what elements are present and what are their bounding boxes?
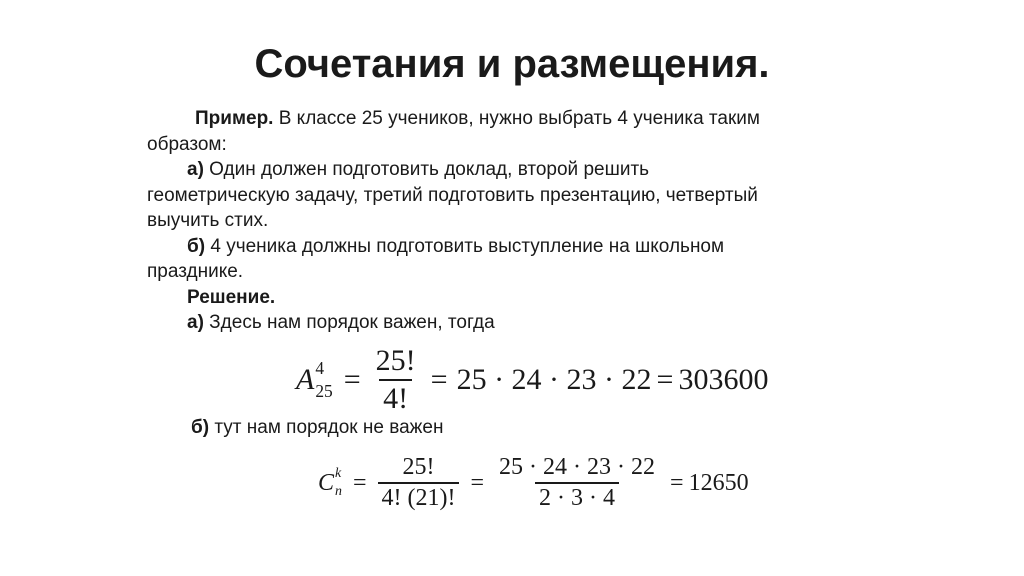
part-a-line3: выучить стих. — [147, 210, 269, 231]
example-line — [147, 106, 867, 132]
part-b-text: 4 ученика должны подготовить выступление на школьном — [205, 235, 725, 257]
part-b-label: б) — [187, 235, 206, 257]
example-text: В классе 25 учеников, нужно выбрать 4 ученика таким — [273, 108, 760, 129]
solution-b-line — [191, 415, 443, 441]
part-a-line — [147, 157, 867, 183]
formula1-scripts — [315, 358, 333, 401]
formula2-eq2: = — [470, 469, 485, 496]
part-b-line — [147, 234, 867, 260]
problem-text — [147, 106, 867, 336]
formula2-sub: n — [335, 484, 342, 500]
solution-a-line — [147, 310, 867, 336]
part-a-label: а) — [187, 159, 204, 180]
part-b-line2: празднике. — [147, 261, 244, 282]
solution-a-text: Здесь нам порядок важен, тогда — [203, 312, 495, 333]
formula2-denominator1: 4! (21)! — [378, 482, 460, 511]
solution-heading: Решение. — [187, 286, 276, 308]
formula1-product: 25 · 24 · 23 · 22 — [456, 362, 652, 396]
formula1-eq1: = — [343, 362, 361, 396]
formula1-numerator: 25! — [375, 344, 416, 377]
formula2-eq3: = — [670, 469, 684, 496]
formula1-var: A — [296, 362, 315, 396]
solution-b-text: тут нам порядок не важен — [209, 417, 444, 438]
formula2-fraction2 — [495, 455, 659, 511]
formula2-scripts — [335, 465, 342, 500]
formula2-numerator1: 25! — [402, 454, 435, 480]
formula2-result: 12650 — [688, 469, 749, 496]
formula2-sup: k — [335, 465, 342, 481]
part-a-text: Один должен подготовить доклад, второй решить — [203, 159, 650, 180]
combination-formula — [318, 455, 749, 511]
part-a-line2: геометрическую задачу, третий подготовить презентацию, четвертый — [147, 184, 758, 206]
slide-title: Сочетания и размещения. — [254, 42, 770, 86]
formula1-sub: 25 — [315, 380, 333, 401]
formula2-eq1: = — [352, 469, 367, 496]
solution-b-label: б) — [191, 417, 210, 438]
example-label: Пример. — [195, 108, 274, 129]
formula2-numerator2: 25 · 24 · 23 · 22 — [499, 454, 656, 480]
example-cont: образом: — [147, 133, 227, 155]
formula2-fraction1 — [378, 455, 460, 511]
formula2-var: C — [318, 469, 335, 496]
formula1-eq2: = — [430, 362, 448, 396]
formula2-denominator2: 2 · 3 · 4 — [535, 482, 619, 511]
arrangement-formula — [296, 345, 768, 414]
formula1-denominator: 4! — [379, 379, 412, 415]
formula1-fraction — [372, 345, 420, 414]
formula1-eq3: = — [656, 362, 674, 396]
formula1-result: 303600 — [678, 362, 769, 396]
formula1-sup: 4 — [315, 358, 325, 379]
solution-a-label: а) — [187, 312, 204, 333]
